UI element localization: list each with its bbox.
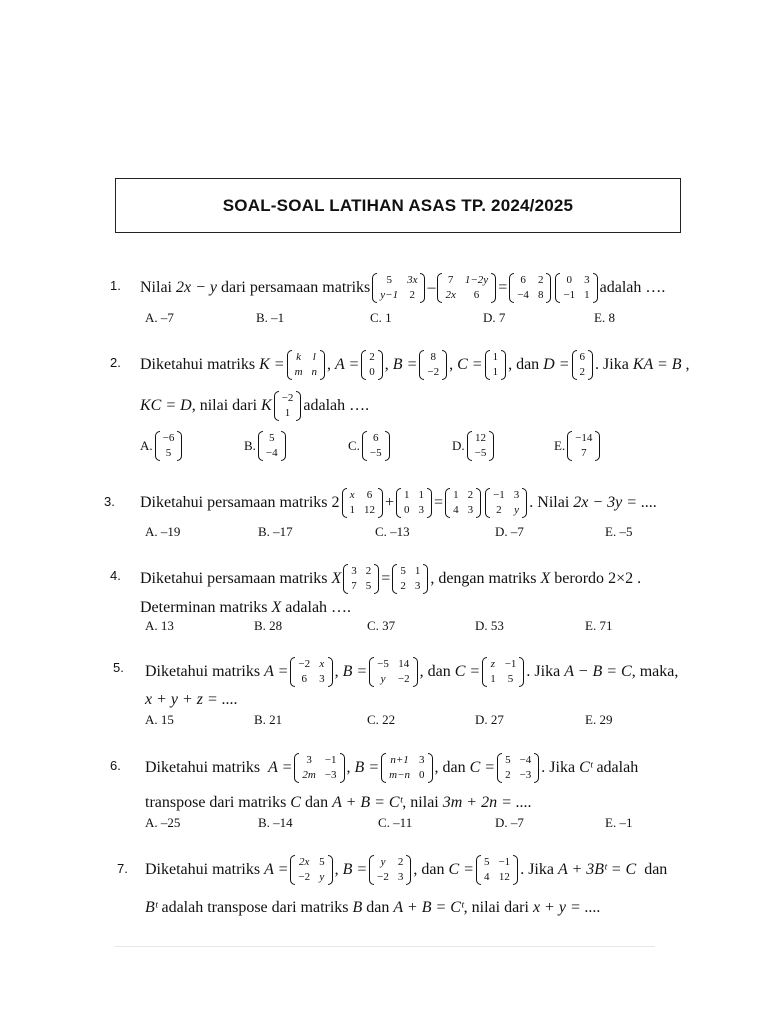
question-text: Diketahui matriks A = 2x 5 −2 y , B = y 2 −2 3 , dan C = 5 −1 4 12 . Jika A + 3Bᵗ = C dan (145, 856, 668, 883)
matrix-cell: −1 (563, 289, 576, 301)
right-bracket (378, 350, 383, 380)
option-c[interactable]: C. –13 (375, 524, 410, 539)
question-text-line-2: Bᵗ adalah transpose dari matriks B dan A + B = Cᵗ , nilai dari x + y = .... (145, 899, 601, 916)
matrix-cell: x (349, 489, 355, 501)
matrix (437, 273, 496, 303)
right-bracket (406, 855, 411, 885)
option-a[interactable]: A. –25 (145, 815, 181, 830)
matrix-cell: 5 (505, 754, 511, 766)
matrix (567, 431, 600, 461)
matrix-cell: 1−2y (464, 274, 489, 286)
right-bracket (328, 657, 333, 687)
matrix (372, 273, 425, 303)
question-number: 4. (110, 568, 121, 583)
matrix (343, 564, 379, 594)
right-bracket (489, 431, 494, 461)
option-d[interactable]: D. –7 (495, 815, 524, 830)
matrix-cell: 3 (351, 565, 357, 577)
option-d[interactable]: D. 27 (475, 712, 504, 727)
matrix-cell: 5 (319, 856, 325, 868)
matrix-cell: 2 (579, 366, 586, 378)
option-e[interactable]: E. –1 (605, 815, 633, 830)
right-bracket (385, 431, 390, 461)
matrix-cell: 3 (414, 580, 421, 592)
matrix-cell: 1 (492, 366, 499, 378)
option-b[interactable]: B. –1 (256, 310, 285, 325)
matrix-cell: −14 (575, 432, 593, 444)
option-e[interactable]: E. 8 (594, 310, 615, 325)
right-bracket (320, 350, 325, 380)
question-text-line-2: transpose dari matriks C dan A + B = Cᵗ , nilai 3m + 2n = .... (145, 794, 532, 811)
option-a[interactable]: A. 15 (145, 712, 174, 727)
option-e[interactable]: E. 29 (585, 712, 613, 727)
matrix-cells (397, 564, 423, 594)
page-divider (115, 946, 655, 947)
matrix-cells (295, 855, 327, 885)
matrix-cell: 5 (269, 432, 275, 444)
matrix-cells (377, 273, 420, 303)
matrix-cell: y (380, 856, 386, 868)
right-bracket (546, 273, 551, 303)
option-c[interactable]: C. 6 −5 (348, 428, 392, 464)
matrix-cell: 6 (301, 673, 307, 685)
matrix-cell: 3 (513, 489, 520, 501)
option-c[interactable]: C. –11 (378, 815, 413, 830)
option-b[interactable]: B. 5 −4 (244, 428, 288, 464)
right-bracket (593, 273, 598, 303)
option-b[interactable]: B. –17 (258, 524, 293, 539)
matrix-cells (487, 657, 519, 687)
matrix-cells (160, 431, 178, 461)
right-bracket (595, 431, 600, 461)
matrix-cell: 6 (520, 274, 526, 286)
matrix-cell: m (294, 366, 303, 378)
question-text: Diketahui persamaan matriks 2 x 6 1 12 + 1 1 0 3 = 1 2 4 3 −1 3 2 y . Nilai 2x − 3y = .... (140, 489, 658, 516)
matrix-cell: 1 (404, 489, 410, 501)
right-bracket (588, 350, 593, 380)
matrix (381, 753, 432, 783)
right-bracket (413, 657, 418, 687)
matrix (419, 350, 447, 380)
matrix-cell: 3x (407, 274, 418, 286)
question-text: Diketahui matriks A = 3 −1 2m −3 , B = n+1 3 m−n 0 , dan C = 5 −4 2 −3 . Jika Cᵗ adalah (145, 754, 639, 781)
matrix (445, 488, 481, 518)
matrix (258, 431, 286, 461)
right-bracket (428, 753, 433, 783)
matrix-cell: 1 (284, 407, 291, 419)
option-a[interactable]: A. −6 5 (140, 428, 184, 464)
matrix-cell: 2 (496, 504, 502, 516)
matrix (369, 855, 411, 885)
option-a[interactable]: A. –7 (145, 310, 174, 325)
matrix-cells (401, 488, 427, 518)
matrix-cell: 1 (584, 289, 590, 301)
matrix-cells (450, 488, 476, 518)
matrix (290, 657, 332, 687)
matrix-cells (263, 431, 281, 461)
matrix-cell: 5 (386, 274, 392, 286)
matrix (485, 350, 507, 380)
title-box (115, 178, 681, 233)
option-d[interactable]: D. –7 (495, 524, 524, 539)
matrix (361, 350, 383, 380)
matrix-cell: 1 (490, 673, 496, 685)
matrix-cell: 5 (400, 565, 406, 577)
matrix-cell: −2 (298, 871, 311, 883)
matrix-cell: 2 (505, 769, 511, 781)
matrix-cell: 3 (319, 673, 325, 685)
matrix-cells (374, 855, 406, 885)
matrix-cells (347, 488, 379, 518)
matrix (396, 488, 432, 518)
matrix-cell: k (296, 351, 301, 363)
matrix (274, 391, 302, 421)
matrix-cell: 7 (351, 580, 357, 592)
right-bracket (296, 391, 301, 421)
matrix (476, 855, 518, 885)
right-bracket (378, 488, 383, 518)
matrix-cells (295, 657, 327, 687)
matrix-cell: 2 (365, 565, 372, 577)
question-number: 2. (110, 355, 121, 370)
matrix-cells (472, 431, 490, 461)
matrix-cell: 14 (398, 658, 410, 670)
question-text-line-2: x + y + z = .... (145, 691, 238, 708)
question-text: Diketahui matriks K = k l m n , A = 2 0 , B = 8 −2 , C = 1 1 , dan D = 6 2 . Jika KA = B , (140, 351, 690, 378)
option-b[interactable]: B. 28 (254, 618, 283, 633)
right-bracket (442, 350, 447, 380)
matrix-cells (481, 855, 513, 885)
matrix-cell: 1 (349, 504, 355, 516)
matrix (290, 855, 332, 885)
option-b[interactable]: B. –14 (258, 815, 293, 830)
matrix-cell: 3 (418, 504, 425, 516)
option-e[interactable]: E. –5 (605, 524, 633, 539)
matrix-cell: −2 (281, 392, 294, 404)
option-d[interactable]: D. 53 (475, 618, 504, 633)
matrix (155, 431, 183, 461)
matrix-cells (577, 350, 589, 380)
matrix-cell: n+1 (390, 754, 409, 766)
matrix-cells (348, 564, 374, 594)
matrix-cell: −2 (298, 658, 311, 670)
matrix-cell: 1 (414, 565, 421, 577)
matrix-cell: −3 (324, 769, 337, 781)
matrix (485, 488, 527, 518)
matrix-cell: −1 (324, 754, 337, 766)
matrix-cell: 2x (299, 856, 310, 868)
matrix (342, 488, 384, 518)
matrix-cell: 0 (404, 504, 410, 516)
matrix-cell: −1 (493, 489, 505, 501)
matrix-cell: n (311, 366, 318, 378)
matrix-cells (502, 753, 534, 783)
matrix-cells (490, 350, 502, 380)
right-bracket (328, 855, 333, 885)
matrix-cell: 2 (400, 580, 406, 592)
matrix-cell: 12 (475, 432, 486, 444)
matrix-cells (560, 273, 592, 303)
matrix-cell: 4 (453, 504, 459, 516)
matrix-cells (279, 391, 297, 421)
matrix-cell: 6 (473, 289, 480, 301)
matrix (467, 431, 495, 461)
option-c[interactable]: C. 37 (367, 618, 396, 633)
matrix-cell: 0 (369, 366, 375, 378)
matrix-cell: 6 (579, 351, 586, 363)
question-text: Nilai 2x − y dari persamaan matriks 5 3x y−1 2 – 7 1−2y 2x 6 = 6 2 −4 8 0 3 −1 1 adalah …. (140, 274, 666, 301)
matrix (392, 564, 428, 594)
matrix-cell: −5 (369, 447, 382, 459)
right-bracket (374, 564, 379, 594)
matrix-cells (292, 350, 320, 380)
matrix-cell: 6 (373, 432, 379, 444)
matrix-cells (367, 431, 385, 461)
matrix (294, 753, 344, 783)
matrix-cell: −2 (397, 673, 410, 685)
answer-options (0, 524, 768, 544)
matrix-cells (366, 350, 378, 380)
answer-options (0, 428, 768, 466)
right-bracket (420, 273, 425, 303)
option-a[interactable]: A. 13 (145, 618, 174, 633)
matrix-cells (299, 753, 339, 783)
matrix-cells (424, 350, 442, 380)
matrix-cell: 2 (467, 489, 474, 501)
matrix-cell: l (312, 351, 316, 363)
question-number: 1. (110, 278, 121, 293)
right-bracket (340, 753, 345, 783)
matrix-cells (374, 657, 412, 687)
right-bracket (513, 855, 518, 885)
matrix-cell: 2 (409, 289, 416, 301)
matrix-cell: −4 (265, 447, 278, 459)
matrix-cells (572, 431, 595, 461)
matrix-cells (386, 753, 427, 783)
matrix (572, 350, 594, 380)
matrix-cell: 3 (397, 871, 404, 883)
matrix-cell: 6 (366, 489, 373, 501)
right-bracket (534, 753, 539, 783)
option-e[interactable]: E. −14 7 (554, 428, 602, 464)
option-d[interactable]: D. 12 −5 (452, 428, 496, 464)
matrix-cell: −1 (504, 658, 517, 670)
matrix-cell: −2 (427, 366, 440, 378)
matrix-cell: y (514, 504, 519, 516)
matrix (509, 273, 551, 303)
matrix-cell: 3 (467, 504, 474, 516)
option-c[interactable]: C. 22 (367, 712, 396, 727)
question-text-line-2: Determinan matriks X adalah …. (140, 599, 352, 616)
matrix-cells (490, 488, 522, 518)
question-text-line-2: KC = D , nilai dari K −2 1 adalah …. (140, 392, 370, 419)
answer-options (0, 310, 768, 330)
answer-options (0, 618, 768, 638)
matrix-cell: −1 (498, 856, 511, 868)
option-d[interactable]: D. 7 (483, 310, 506, 325)
matrix (497, 753, 539, 783)
question-number: 5. (113, 660, 124, 675)
right-bracket (427, 488, 432, 518)
right-bracket (281, 431, 286, 461)
matrix (362, 431, 390, 461)
right-bracket (491, 273, 496, 303)
matrix-cell: −2 (377, 871, 389, 883)
matrix-cell: −3 (519, 769, 532, 781)
matrix-cell: −4 (519, 754, 532, 766)
matrix-cell: y (319, 871, 325, 883)
matrix-cell: 3 (306, 754, 312, 766)
matrix-cell: 2x (445, 289, 456, 301)
matrix-cell: 5 (507, 673, 514, 685)
matrix-cell: 7 (447, 274, 454, 286)
matrix-cell: 1 (492, 351, 499, 363)
matrix-cell: −5 (377, 658, 389, 670)
question-text: Diketahui matriks A = −2 x 6 3 , B = −5 14 y −2 , dan C = z −1 1 5 . Jika A − B = C , maka, (145, 658, 679, 685)
right-bracket (476, 488, 481, 518)
page-title: SOAL-SOAL LATIHAN ASAS TP. 2024/2025 (222, 195, 574, 215)
matrix-cell: 1 (418, 489, 425, 501)
matrix-cell: 8 (537, 289, 544, 301)
matrix-cell: −6 (162, 432, 175, 444)
matrix-cell: 0 (419, 769, 425, 781)
matrix-cells (514, 273, 546, 303)
matrix-cell: 3 (584, 274, 590, 286)
question-number: 3. (104, 494, 115, 509)
matrix-cell: −5 (474, 447, 487, 459)
question-number: 6. (110, 758, 121, 773)
matrix-cell: −4 (517, 289, 529, 301)
matrix-cell: 12 (498, 871, 510, 883)
matrix-cell: 7 (581, 447, 587, 459)
matrix-cells (442, 273, 491, 303)
matrix (555, 273, 597, 303)
matrix-cell: 1 (453, 489, 459, 501)
matrix-cell: 8 (430, 351, 436, 363)
matrix (369, 657, 417, 687)
option-b[interactable]: B. 21 (254, 712, 283, 727)
matrix-cell: z (490, 658, 496, 670)
matrix-cell: 2m (302, 769, 316, 781)
matrix-cell: 5 (165, 447, 172, 459)
matrix (482, 657, 524, 687)
right-bracket (423, 564, 428, 594)
matrix-cell: y (380, 673, 386, 685)
matrix-cell: 2 (537, 274, 544, 286)
question-number: 7. (117, 861, 128, 876)
right-bracket (522, 488, 527, 518)
answer-options (0, 815, 768, 835)
matrix-cell: 3 (419, 754, 425, 766)
matrix-cell: 4 (483, 871, 490, 883)
matrix-cell: 5 (483, 856, 490, 868)
matrix-cell: 5 (365, 580, 372, 592)
right-bracket (501, 350, 506, 380)
matrix-cell: m−n (389, 769, 410, 781)
matrix-cell: x (319, 658, 325, 670)
matrix-cell: 12 (364, 504, 375, 516)
matrix-cell: y−1 (380, 289, 399, 301)
option-c[interactable]: C. 1 (370, 310, 392, 325)
right-bracket (177, 431, 182, 461)
matrix (287, 350, 325, 380)
matrix-cell: 2 (369, 351, 375, 363)
question-text: Diketahui persamaan matriks X 3 2 7 5 = 5 1 2 3 , dengan matriks X berordo 2×2 . (140, 565, 642, 592)
matrix-cell: 2 (397, 856, 404, 868)
matrix-cell: 0 (566, 274, 573, 286)
answer-options (0, 712, 768, 732)
option-a[interactable]: A. –19 (145, 524, 181, 539)
option-e[interactable]: E. 71 (585, 618, 613, 633)
right-bracket (519, 657, 524, 687)
